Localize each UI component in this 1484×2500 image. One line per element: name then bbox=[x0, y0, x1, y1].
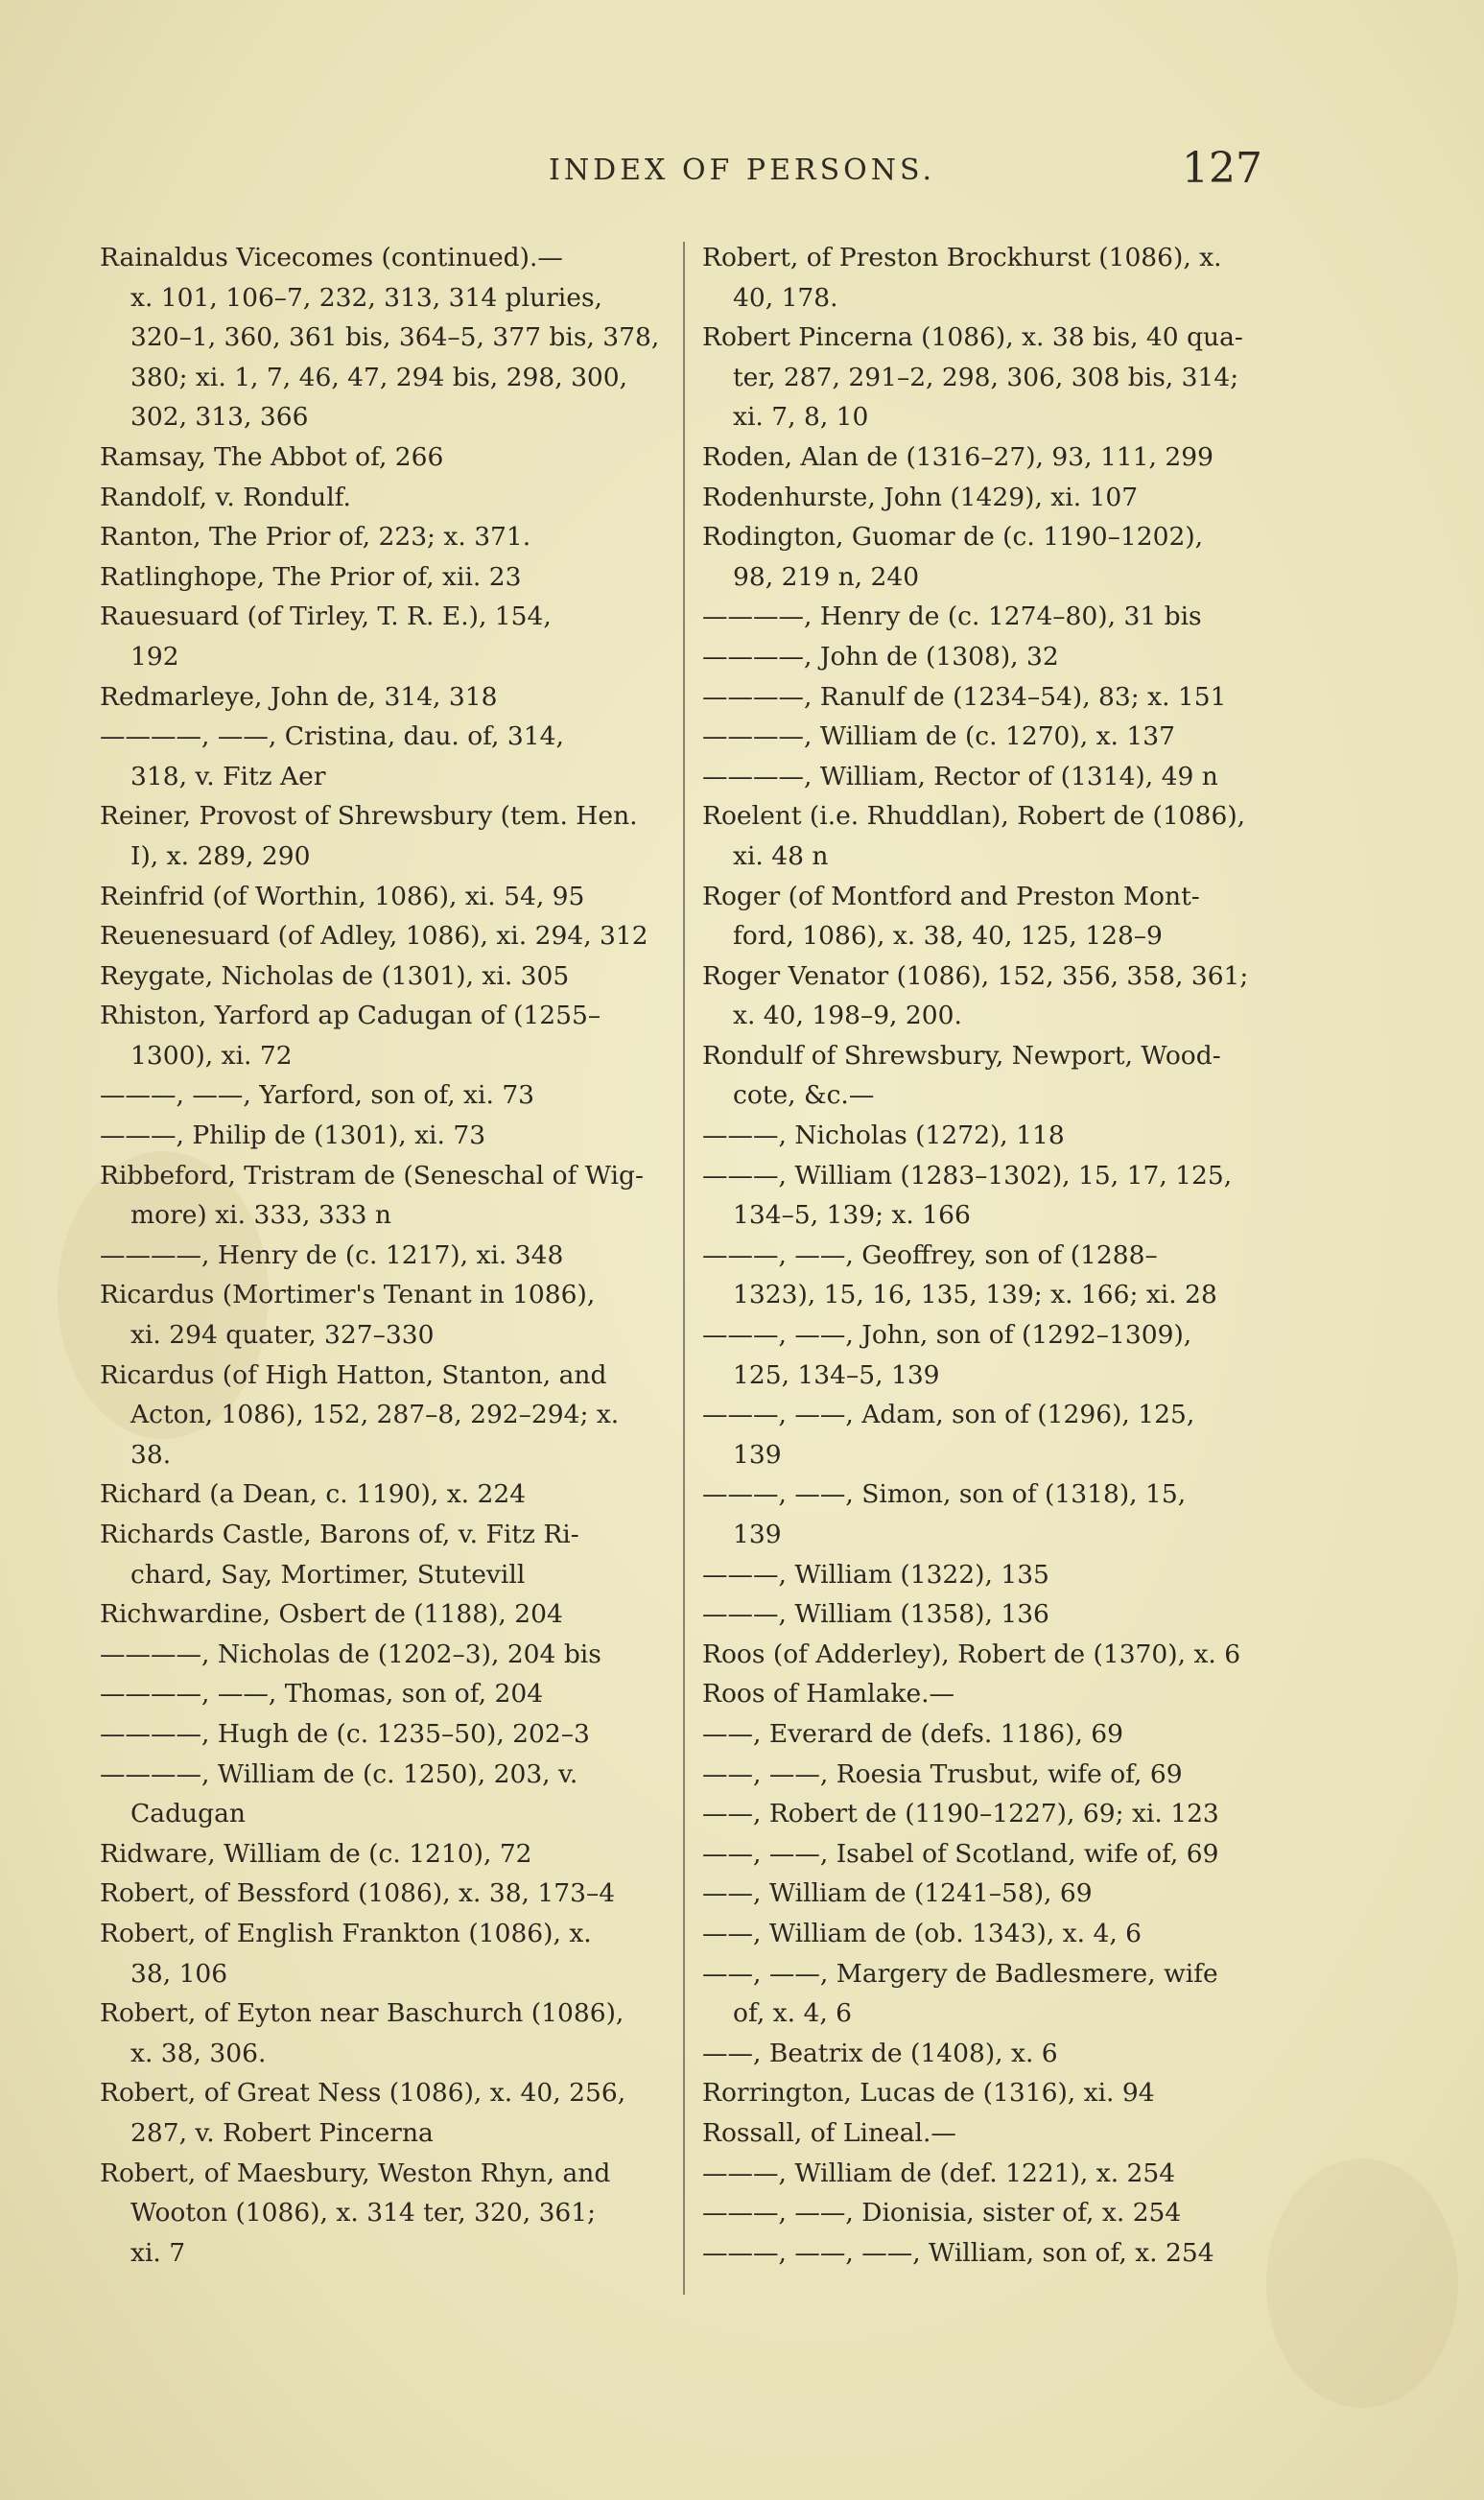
index-entry-continuation: xi. 48 n bbox=[733, 840, 829, 871]
index-entry-continuation: more) xi. 333, 333 n bbox=[130, 1200, 391, 1231]
running-title: INDEX OF PERSONS. bbox=[549, 153, 935, 187]
index-entry: Ramsay, The Abbot of, 266 bbox=[100, 441, 444, 472]
index-entry: ——, Robert de (1190–1227), 69; xi. 123 bbox=[702, 1799, 1219, 1829]
index-entry-continuation: xi. 7 bbox=[130, 2237, 186, 2268]
index-entry: Rorrington, Lucas de (1316), xi. 94 bbox=[702, 2078, 1155, 2109]
index-entry: Reuenesuard (of Adley, 1086), xi. 294, 312 bbox=[100, 921, 648, 952]
index-entry-continuation: x. 101, 106–7, 232, 313, 314 pluries, bbox=[130, 282, 602, 313]
index-entry: ———, William (1358), 136 bbox=[702, 1599, 1049, 1630]
index-entry: ———, Nicholas (1272), 118 bbox=[702, 1120, 1065, 1151]
index-entry: Ribbeford, Tristram de (Seneschal of Wig- bbox=[100, 1160, 644, 1191]
index-entry: ———, William (1283–1302), 15, 17, 125, bbox=[702, 1160, 1233, 1191]
index-entry: ———, ——, Adam, son of (1296), 125, bbox=[702, 1400, 1195, 1430]
index-entry-continuation: 38, 106 bbox=[130, 1958, 228, 1989]
index-entry-continuation: 1300), xi. 72 bbox=[130, 1040, 293, 1071]
index-entry: ————, Hugh de (c. 1235–50), 202–3 bbox=[100, 1718, 590, 1749]
index-entry: ———, ——, John, son of (1292–1309), bbox=[702, 1320, 1192, 1351]
index-entry: Roger Venator (1086), 152, 356, 358, 361; bbox=[702, 960, 1249, 991]
index-entry: ————, ——, Cristina, dau. of, 314, bbox=[100, 721, 564, 752]
index-entry-continuation: 139 bbox=[733, 1439, 782, 1470]
index-entry: Richard (a Dean, c. 1190), x. 224 bbox=[100, 1479, 527, 1510]
index-entry-continuation: x. 40, 198–9, 200. bbox=[733, 1001, 962, 1031]
index-entry: Robert, of English Frankton (1086), x. bbox=[100, 1918, 592, 1948]
index-entry: Ridware, William de (c. 1210), 72 bbox=[100, 1838, 532, 1869]
index-entry: Rodenhurste, John (1429), xi. 107 bbox=[702, 482, 1139, 512]
index-entry-continuation: ford, 1086), x. 38, 40, 125, 128–9 bbox=[733, 921, 1163, 952]
index-entry: Ratlinghope, The Prior of, xii. 23 bbox=[100, 561, 522, 592]
index-entry-continuation: xi. 294 quater, 327–330 bbox=[130, 1320, 435, 1351]
index-entry: ——, William de (ob. 1343), x. 4, 6 bbox=[702, 1918, 1142, 1948]
index-entry: Roden, Alan de (1316–27), 93, 111, 299 bbox=[702, 441, 1213, 472]
index-entry-continuation: 192 bbox=[130, 641, 179, 672]
index-entry: Rossall, of Lineal.— bbox=[702, 2117, 956, 2148]
index-entry-continuation: 380; xi. 1, 7, 46, 47, 294 bis, 298, 300, bbox=[130, 362, 628, 392]
index-entry-continuation: 38. bbox=[130, 1439, 172, 1470]
index-entry: ————, ——, Thomas, son of, 204 bbox=[100, 1679, 544, 1710]
index-entry: Ricardus (Mortimer's Tenant in 1086), bbox=[100, 1280, 596, 1310]
index-entry: ————, John de (1308), 32 bbox=[702, 641, 1059, 672]
index-entry: ————, Ranulf de (1234–54), 83; x. 151 bbox=[702, 681, 1227, 712]
index-entry: ——, ——, Isabel of Scotland, wife of, 69 bbox=[702, 1838, 1219, 1869]
index-entry-continuation: 302, 313, 366 bbox=[130, 402, 309, 433]
index-entry-continuation: I), x. 289, 290 bbox=[130, 840, 311, 871]
index-entry-continuation: 287, v. Robert Pincerna bbox=[130, 2117, 434, 2148]
index-entry: ———, ——, ——, William, son of, x. 254 bbox=[702, 2237, 1214, 2268]
index-entry: Robert, of Maesbury, Weston Rhyn, and bbox=[100, 2158, 611, 2188]
paper-stain bbox=[1266, 2158, 1458, 2408]
index-entry: Rhiston, Yarford ap Cadugan of (1255– bbox=[100, 1001, 601, 1031]
index-entry: Robert Pincerna (1086), x. 38 bis, 40 qua- bbox=[702, 322, 1243, 353]
index-entry: ———, ——, Dionisia, sister of, x. 254 bbox=[702, 2198, 1182, 2229]
index-entry: Ricardus (of High Hatton, Stanton, and bbox=[100, 1359, 607, 1390]
index-entry: ——, Beatrix de (1408), x. 6 bbox=[702, 2038, 1058, 2068]
index-entry: Robert, of Bessford (1086), x. 38, 173–4 bbox=[100, 1878, 616, 1909]
index-entry: Robert, of Eyton near Baschurch (1086), bbox=[100, 1998, 624, 2029]
index-entry-continuation: chard, Say, Mortimer, Stutevill bbox=[130, 1559, 526, 1590]
index-entry-continuation: xi. 7, 8, 10 bbox=[733, 402, 869, 433]
index-entry: ————, William de (c. 1270), x. 137 bbox=[702, 721, 1175, 752]
index-entry: Rodington, Guomar de (c. 1190–1202), bbox=[702, 522, 1204, 553]
index-entry: Robert, of Preston Brockhurst (1086), x. bbox=[702, 243, 1222, 272]
index-entry-continuation: 40, 178. bbox=[733, 282, 838, 313]
index-entry: Randolf, v. Rondulf. bbox=[100, 482, 351, 512]
index-entry-continuation: 1323), 15, 16, 135, 139; x. 166; xi. 28 bbox=[733, 1280, 1217, 1310]
index-entry: Reinfrid (of Worthin, 1086), xi. 54, 95 bbox=[100, 881, 585, 911]
index-column-left bbox=[100, 238, 675, 2273]
index-entry-continuation: Cadugan bbox=[130, 1799, 246, 1829]
index-entry: ———, William (1322), 135 bbox=[702, 1559, 1049, 1590]
index-entry-continuation: 98, 219 n, 240 bbox=[733, 561, 920, 592]
index-entry: Roelent (i.e. Rhuddlan), Robert de (1086), bbox=[702, 801, 1246, 832]
index-entry: ————, Henry de (c. 1217), xi. 348 bbox=[100, 1239, 564, 1270]
page-number: 127 bbox=[1182, 144, 1262, 193]
index-entry: Roos of Hamlake.— bbox=[702, 1679, 955, 1710]
index-entry-continuation: cote, &c.— bbox=[733, 1080, 875, 1111]
index-entry: Reygate, Nicholas de (1301), xi. 305 bbox=[100, 960, 570, 991]
index-entry-continuation: x. 38, 306. bbox=[130, 2038, 267, 2068]
index-entry: ————, Henry de (c. 1274–80), 31 bis bbox=[702, 601, 1202, 632]
index-entry: Redmarleye, John de, 314, 318 bbox=[100, 681, 498, 712]
index-entry: Roger (of Montford and Preston Mont- bbox=[702, 881, 1200, 911]
index-entry: Ranton, The Prior of, 223; x. 371. bbox=[100, 522, 531, 553]
index-entry: Robert, of Great Ness (1086), x. 40, 256, bbox=[100, 2078, 626, 2109]
index-entry: Richards Castle, Barons of, v. Fitz Ri- bbox=[100, 1520, 579, 1549]
index-entry-continuation: of, x. 4, 6 bbox=[733, 1998, 853, 2029]
index-entry: Rauesuard (of Tirley, T. R. E.), 154, bbox=[100, 601, 552, 632]
index-entry: ——, ——, Roesia Trusbut, wife of, 69 bbox=[702, 1758, 1183, 1789]
index-entry: ————, William, Rector of (1314), 49 n bbox=[702, 761, 1218, 791]
column-divider bbox=[683, 242, 685, 2295]
index-entry: ———, ——, Yarford, son of, xi. 73 bbox=[100, 1080, 535, 1111]
index-entry: Rondulf of Shrewsbury, Newport, Wood- bbox=[702, 1040, 1221, 1071]
index-entry-continuation: 134–5, 139; x. 166 bbox=[733, 1200, 971, 1231]
index-column-right bbox=[702, 238, 1278, 2273]
index-entry: ————, Nicholas de (1202–3), 204 bis bbox=[100, 1639, 601, 1669]
index-entry: Reiner, Provost of Shrewsbury (tem. Hen. bbox=[100, 801, 638, 832]
index-entry: ———, Philip de (1301), xi. 73 bbox=[100, 1120, 486, 1151]
index-entry-continuation: 139 bbox=[733, 1520, 782, 1549]
index-entry-continuation: 320–1, 360, 361 bis, 364–5, 377 bis, 378, bbox=[130, 322, 660, 353]
index-entry: Rainaldus Vicecomes (continued).— bbox=[100, 243, 563, 272]
index-entry: ————, William de (c. 1250), 203, v. bbox=[100, 1758, 578, 1789]
index-entry: Richwardine, Osbert de (1188), 204 bbox=[100, 1599, 563, 1630]
index-entry-continuation: Acton, 1086), 152, 287–8, 292–294; x. bbox=[130, 1400, 620, 1430]
index-entry: ——, Everard de (defs. 1186), 69 bbox=[702, 1718, 1124, 1749]
index-entry-continuation: 125, 134–5, 139 bbox=[733, 1359, 940, 1390]
index-entry: Roos (of Adderley), Robert de (1370), x. 6 bbox=[702, 1639, 1241, 1669]
index-entry: ———, ——, Geoffrey, son of (1288– bbox=[702, 1239, 1158, 1270]
index-entry-continuation: Wooton (1086), x. 314 ter, 320, 361; bbox=[130, 2198, 597, 2229]
index-entry-continuation: ter, 287, 291–2, 298, 306, 308 bis, 314; bbox=[733, 362, 1239, 392]
index-entry: ———, William de (def. 1221), x. 254 bbox=[702, 2158, 1176, 2188]
index-entry-continuation: 318, v. Fitz Aer bbox=[130, 761, 326, 791]
index-entry: ——, William de (1241–58), 69 bbox=[702, 1878, 1093, 1909]
index-entry: ——, ——, Margery de Badlesmere, wife bbox=[702, 1958, 1218, 1989]
index-entry: ———, ——, Simon, son of (1318), 15, bbox=[702, 1479, 1187, 1510]
